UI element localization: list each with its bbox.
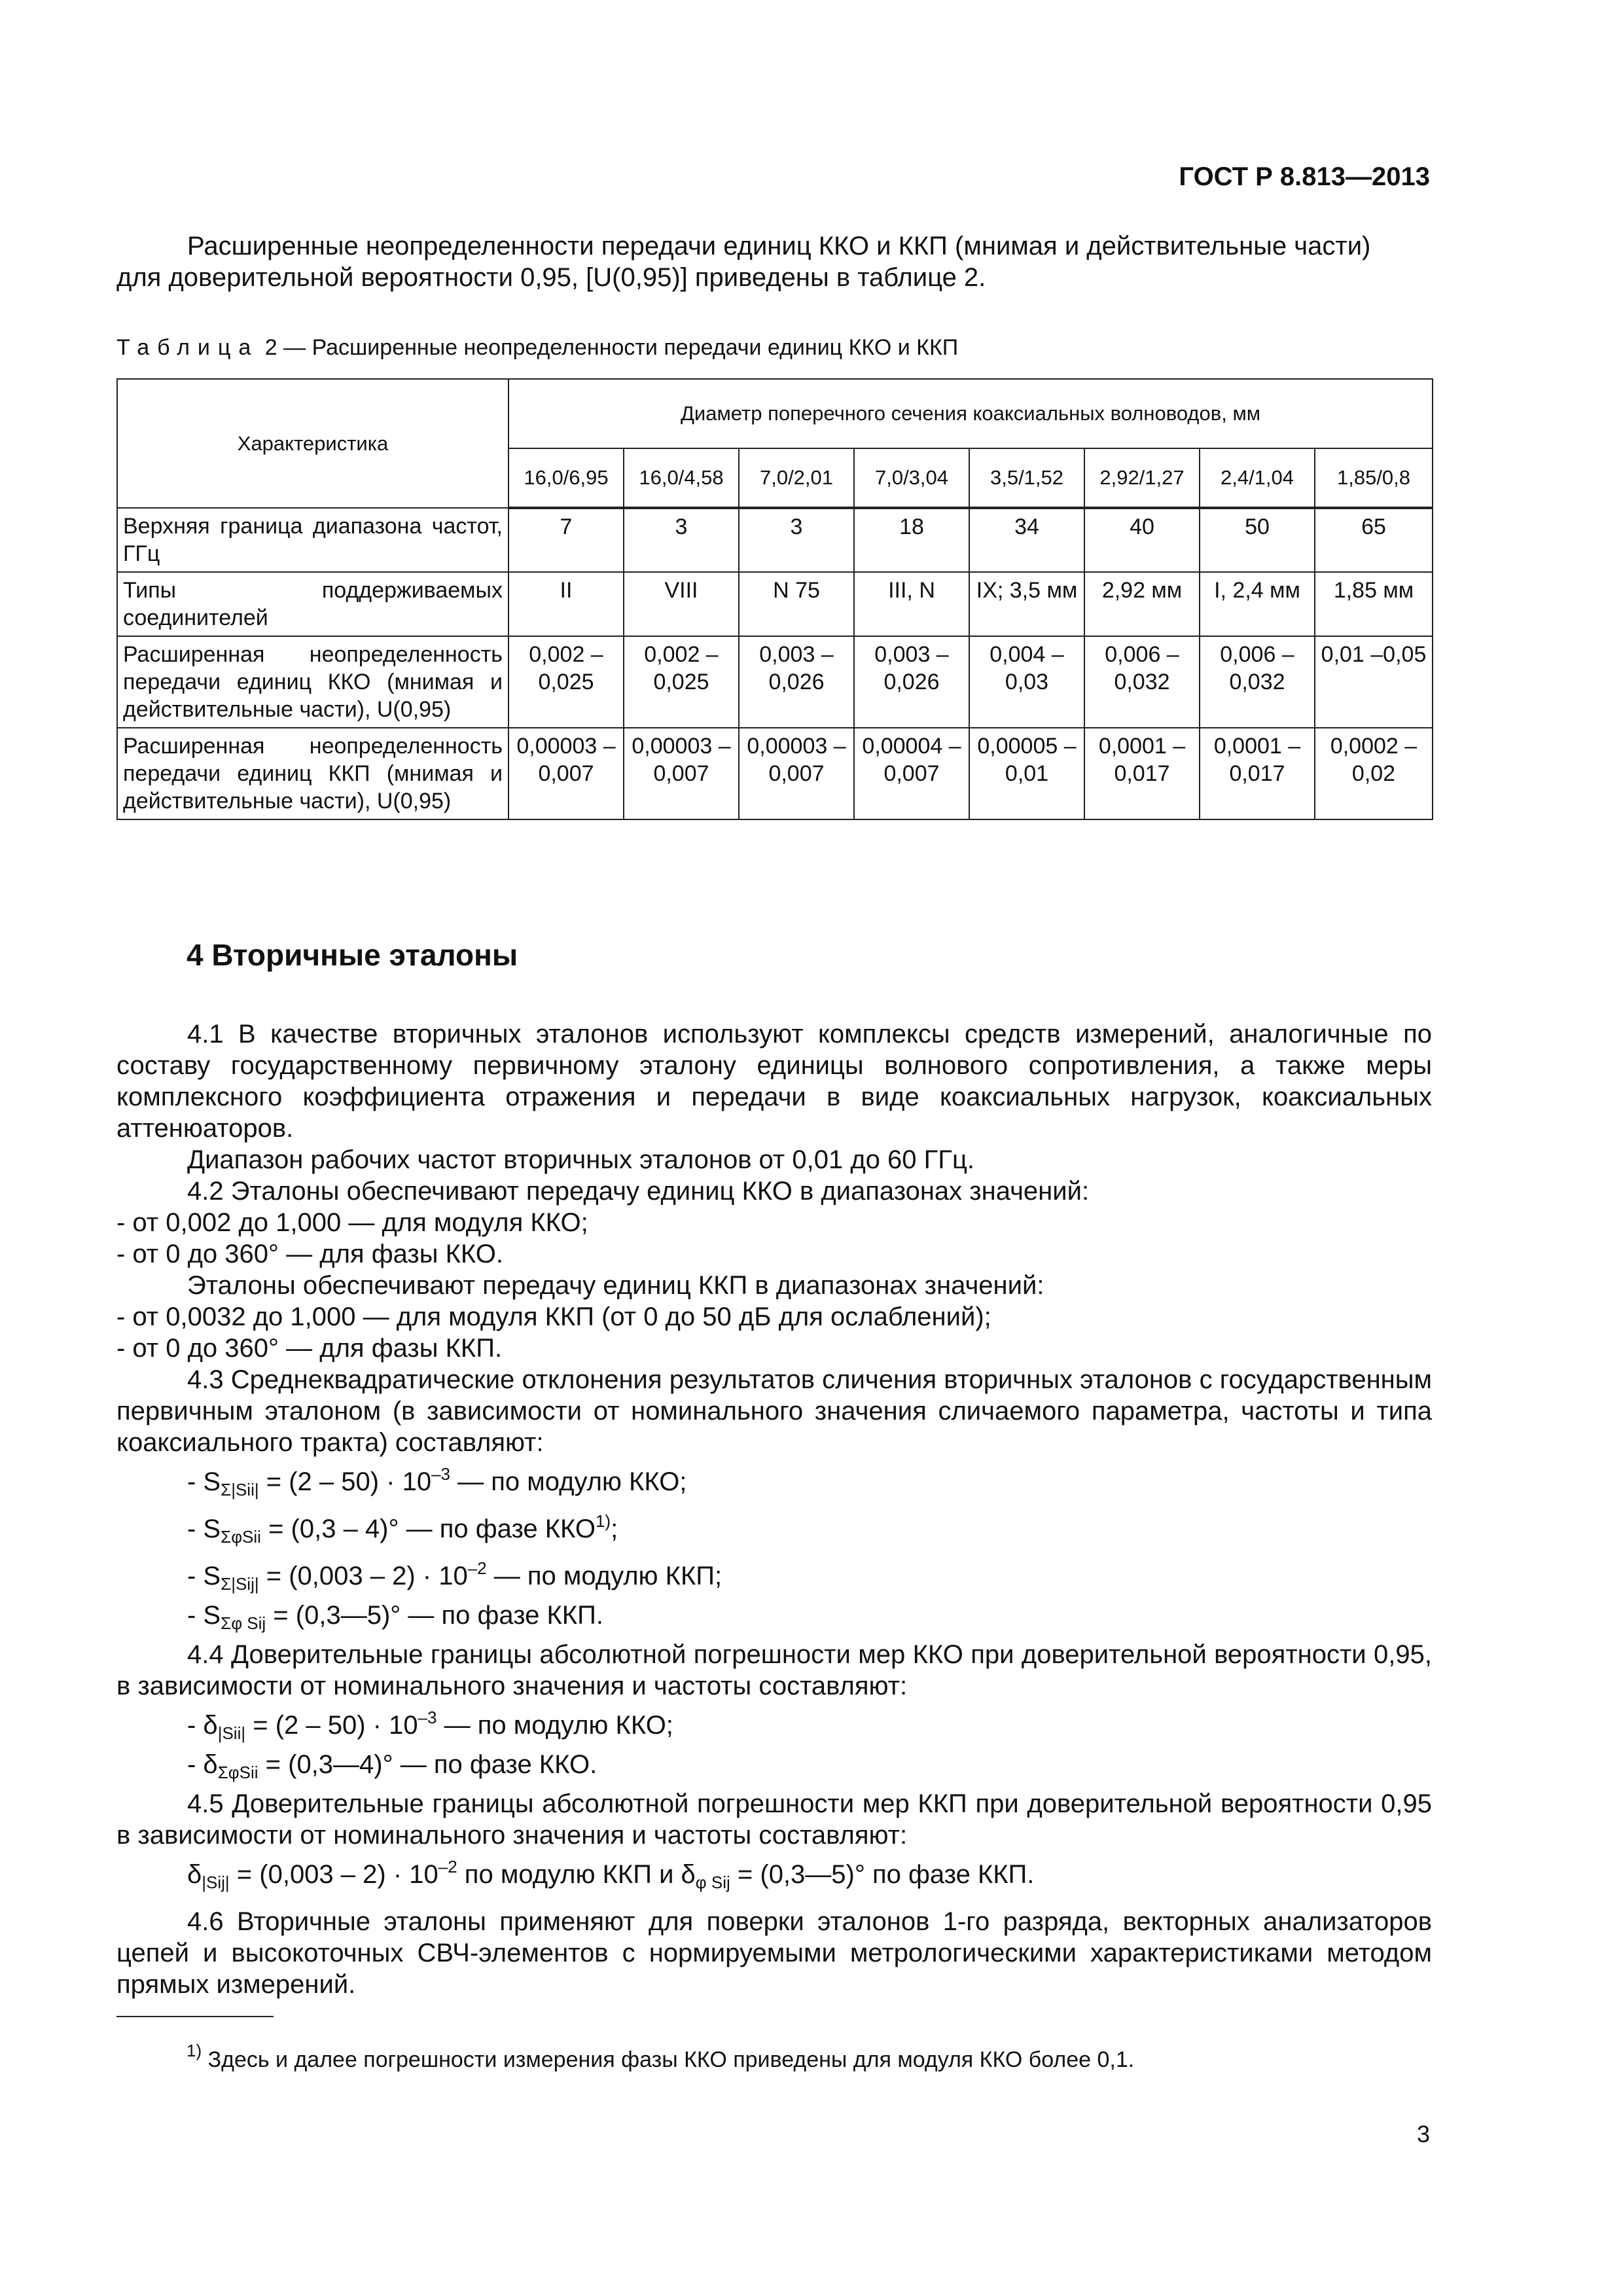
table-caption-word: Таблица: [116, 335, 259, 360]
intro-line-1: Расширенные неопределенности передачи единиц ККО и ККП (мнимая и действительные части): [187, 232, 1371, 260]
table-cell: 0,006 –0,032: [1200, 636, 1315, 728]
table-cell: 3: [739, 508, 854, 572]
table-cell: 0,0001 –0,017: [1084, 728, 1200, 819]
footnote-text: Здесь и далее погрешности измерения фазы ККО приведены для модуля ККО более 0,1.: [202, 2047, 1135, 2072]
table-cell: 0,00005 –0,01: [969, 728, 1084, 819]
row-label: Расширенная неопределенность передачи единиц ККП (мнимая и действительные части), U(0,95): [117, 728, 508, 819]
table-cell: 0,00004 –0,007: [854, 728, 969, 819]
footnote-mark: 1): [187, 2041, 202, 2060]
header-diameter: 3,5/1,52: [969, 448, 1084, 508]
header-diameter: 7,0/3,04: [854, 448, 969, 508]
paragraph-4-4: 4.4 Доверительные границы абсолютной погрешности мер ККО при доверительной вероятности 0,95, в зависимости от номинального значения и частоты составляют:: [116, 1640, 1432, 1700]
formula-line: - $S_{\Sigma\varphi Sij}$ = (0,3—5)° — по фазе ККП.: [187, 1601, 603, 1633]
formula-line: - $S_{\Sigma|Sij|} = (0,003 - 2) \cdot 10^{-2}$ — по модулю ККП;: [187, 1558, 722, 1594]
paragraph-4-5: 4.5 Доверительные границы абсолютной погрешности мер ККП при доверительной вероятности 0,95 в зависимости от номинального значения и частоты составляют:: [116, 1789, 1432, 1850]
paragraph-4-2: 4.2 Эталоны обеспечивают передачу единиц ККО в диапазонах значений:: [187, 1177, 1090, 1206]
paragraph-4-2-kkp: Эталоны обеспечивают передачу единиц ККП в диапазонах значений:: [187, 1271, 1044, 1300]
table-cell: 1,85 мм: [1315, 572, 1433, 636]
table-cell: IX; 3,5 мм: [969, 572, 1084, 636]
table-caption-text: 2 — Расширенные неопределенности передачи единиц ККО и ККП: [264, 335, 959, 360]
paragraph-4-3: 4.3 Среднеквадратические отклонения результатов сличения вторичных эталонов с государственным первичным эталоном (в зависимости от номинального значения сличаемого параметра, частоты и типа коаксиального тракта) составляют:: [116, 1365, 1432, 1457]
row-label: Расширенная неопределенность передачи единиц ККО (мнимая и действительные части), U(0,95): [117, 636, 508, 728]
header-diameter-group: Диаметр поперечного сечения коаксиальных волноводов, мм: [508, 379, 1433, 448]
table-cell: 0,004 –0,03: [969, 636, 1084, 728]
table-cell: II: [508, 572, 624, 636]
section-title: 4 Вторичные эталоны: [187, 938, 518, 972]
table-cell: 0,002 –0,025: [508, 636, 624, 728]
table-cell: 34: [969, 508, 1084, 572]
list-item: - от 0,002 до 1,000 — для модуля ККО;: [116, 1208, 588, 1237]
header-diameter: 7,0/2,01: [739, 448, 854, 508]
footnote: [187, 2041, 1134, 2073]
header-diameter: 16,0/4,58: [624, 448, 739, 508]
table-row: [117, 572, 1433, 636]
table-row: [117, 728, 1433, 819]
uncertainty-table: [116, 378, 1433, 820]
formula-line: - $\delta_{\Sigma\varphi Sii}$ = (0,3—4)° — по фазе ККО.: [187, 1750, 597, 1782]
table-cell: 65: [1315, 508, 1433, 572]
formula-line: - $S_{\Sigma\varphi Sii} = (0,3 - 4)^\circ$ — по фазе ККО$^{1)}$;: [187, 1511, 618, 1547]
page-number: 3: [1416, 2121, 1430, 2147]
table-row: [117, 636, 1433, 728]
table-row: [117, 508, 1433, 572]
header-diameter: 2,92/1,27: [1084, 448, 1200, 508]
table-cell: 0,003 –0,026: [739, 636, 854, 728]
row-label: Верхняя граница диапазона частот, ГГц: [117, 508, 508, 572]
table-cell: III, N: [854, 572, 969, 636]
table-cell: 2,92 мм: [1084, 572, 1200, 636]
table-cell: 40: [1084, 508, 1200, 572]
header-diameter: 1,85/0,8: [1315, 448, 1433, 508]
table-cell: 0,00003 –0,007: [624, 728, 739, 819]
table-cell: 0,002 –0,025: [624, 636, 739, 728]
table-cell: 0,006 –0,032: [1084, 636, 1200, 728]
header-diameter: 16,0/6,95: [508, 448, 624, 508]
formula-line: - $S_{\Sigma|Sii|} = (2 - 50) \cdot 10^{-3}$ — по модулю ККО;: [187, 1464, 687, 1499]
table-cell: N 75: [739, 572, 854, 636]
table-cell: 0,0001 –0,017: [1200, 728, 1315, 819]
table-cell: 0,003 –0,026: [854, 636, 969, 728]
document-code: ГОСТ Р 8.813—2013: [1179, 162, 1430, 191]
list-item: - от 0 до 360° — для фазы ККО.: [116, 1240, 503, 1268]
formula-line: $\delta_{|Sij|} = (0,003 - 2) \cdot 10^{-2}$ по модулю ККП и $\delta_{\varphi Sij}$ = (0,3—5)° по фазе ККП.: [187, 1857, 1035, 1892]
table-cell: VIII: [624, 572, 739, 636]
header-diameter: 2,4/1,04: [1200, 448, 1315, 508]
table-cell: 7: [508, 508, 624, 572]
table-cell: 0,0002 –0,02: [1315, 728, 1433, 819]
table-cell: 0,00003 –0,007: [739, 728, 854, 819]
paragraph-4-1: 4.1 В качестве вторичных эталонов используют комплексы средств измерений, аналогичные по составу государственному первичному эталону единицы волнового сопротивления, а также меры комплексного коэффициента отражения и передачи в виде коаксиальных нагрузок, коаксиальных аттенюаторов.: [116, 1020, 1432, 1143]
intro-line-2: для доверительной вероятности 0,95, [U(0,95)] приведены в таблице 2.: [116, 263, 986, 292]
table-cell: 0,00003 –0,007: [508, 728, 624, 819]
table-cell: I, 2,4 мм: [1200, 572, 1315, 636]
paragraph-4-1-range: Диапазон рабочих частот вторичных эталонов от 0,01 до 60 ГГц.: [187, 1145, 974, 1174]
section-body: [116, 1018, 1432, 2000]
header-characteristic: Характеристика: [117, 379, 508, 508]
table-cell: 3: [624, 508, 739, 572]
paragraph-4-6: 4.6 Вторичные эталоны применяют для поверки эталонов 1-го разряда, векторных анализаторов цепей и высокоточных СВЧ-элементов с нормируемыми метрологическими характеристиками методом прямых измерений.: [116, 1907, 1432, 1999]
table-cell: 50: [1200, 508, 1315, 572]
formula-line: - $\delta_{|Sii|} = (2 - 50) \cdot 10^{-3}$ — по модулю ККО;: [187, 1708, 673, 1743]
list-item: - от 0,0032 до 1,000 — для модуля ККП (от 0 до 50 дБ для ослаблений);: [116, 1302, 991, 1331]
table-cell: 0,01 –0,05: [1315, 636, 1433, 728]
list-item: - от 0 до 360° — для фазы ККП.: [116, 1334, 503, 1363]
footnote-rule: [116, 2016, 274, 2017]
row-label: Типы поддерживаемых соединителей: [117, 572, 508, 636]
table-cell: 18: [854, 508, 969, 572]
table-caption: [116, 335, 958, 361]
